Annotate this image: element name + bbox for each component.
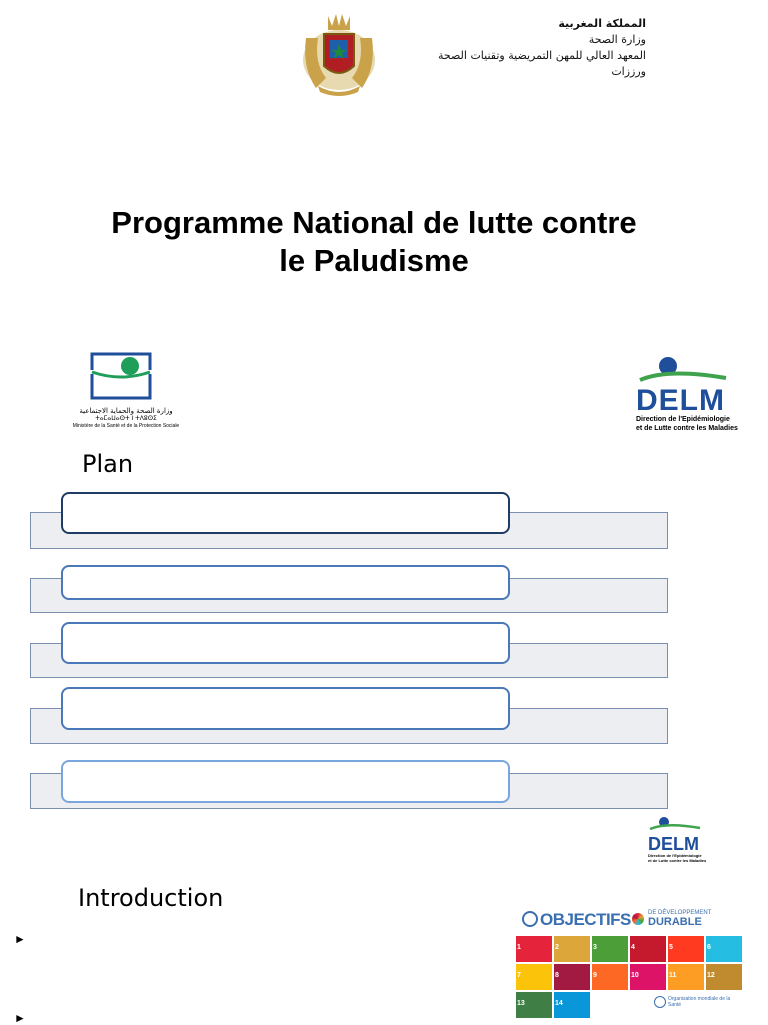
ministry-logo-tifinagh: ⵜⴰⵎⴰⵡⴰⵙⵜ ⵏ ⵜⴷⵓⵙⵉ	[95, 415, 157, 422]
sdg-tile-12: 12	[706, 964, 742, 990]
delm-logo-small	[648, 816, 716, 864]
plan-item-5	[61, 760, 510, 803]
ministry-logo-arabic: وزارة الصحة والحماية الاجتماعية	[79, 407, 173, 415]
introduction-heading: Introduction	[78, 884, 224, 912]
title-line-1: Programme National de lutte contre	[111, 205, 637, 240]
who-emblem-icon	[654, 996, 666, 1008]
sdg-tile-8: 8	[554, 964, 590, 990]
sdg-tile-14: 14	[554, 992, 590, 1018]
sdg-tiles	[516, 936, 744, 1024]
sdg-tile-7: 7	[516, 964, 552, 990]
delm-caption-1: Direction de l'Epidémiologie	[636, 416, 730, 423]
delm-small-caption-1: Direction de l'Epidémiologie	[648, 853, 702, 858]
sdg-tile-13: 13	[516, 992, 552, 1018]
delm-figure-small-icon	[648, 816, 716, 830]
ministry-logo	[64, 350, 188, 428]
header-line-ministry: وزارة الصحة	[588, 33, 646, 46]
sdg-tile-6: 6	[706, 936, 742, 962]
delm-logo	[636, 356, 752, 434]
bullet-icon: ►	[14, 932, 26, 946]
sdg-tile-2: 2	[554, 936, 590, 962]
sdg-title: OBJECTIFS	[540, 910, 631, 929]
delm-small-caption-2: et de Lutte contre les Maladies	[648, 858, 707, 863]
sdg-subtitle-top: DE DÉVELOPPEMENT	[648, 910, 712, 916]
institution-header	[346, 16, 646, 80]
sdg-poster	[512, 908, 744, 1024]
header-line-kingdom: المملكة المغربية	[558, 17, 646, 30]
who-caption: Organisation mondiale de la Santé	[668, 996, 731, 1008]
delm-small-wordmark: DELM	[648, 834, 699, 854]
sdg-tile-4: 4	[630, 936, 666, 962]
sdg-tile-10: 10	[630, 964, 666, 990]
plan-heading: Plan	[82, 450, 134, 478]
plan-item-4	[61, 687, 510, 730]
plan-item-2	[61, 565, 510, 600]
sdg-tile-1: 1	[516, 936, 552, 962]
sdg-tile-5: 5	[668, 936, 704, 962]
un-emblem-icon	[522, 911, 538, 927]
sdg-tile-11: 11	[668, 964, 704, 990]
sdg-subtitle-bottom: DURABLE	[648, 916, 702, 928]
sdg-wheel-icon	[632, 913, 644, 925]
plan-item-1	[61, 492, 510, 534]
page-title	[40, 204, 708, 280]
delm-caption-2: et de Lutte contre les Maladies	[636, 425, 738, 432]
sdg-tile-3: 3	[592, 936, 628, 962]
header-line-institute: المعهد العالي للمهن التمريضية وتقنيات الصحة	[438, 49, 646, 62]
ministry-emblem-icon	[64, 350, 188, 402]
sdg-tile-9: 9	[592, 964, 628, 990]
bullet-icon: ►	[14, 1011, 26, 1025]
ministry-logo-french: Ministère de la Santé et de la Protection Sociale	[72, 423, 180, 429]
header-line-city: ورززات	[611, 65, 646, 78]
delm-wordmark: DELM	[636, 384, 725, 417]
delm-figure-icon	[636, 356, 752, 382]
plan-item-3	[61, 622, 510, 664]
title-line-2: le Paludisme	[279, 243, 469, 278]
